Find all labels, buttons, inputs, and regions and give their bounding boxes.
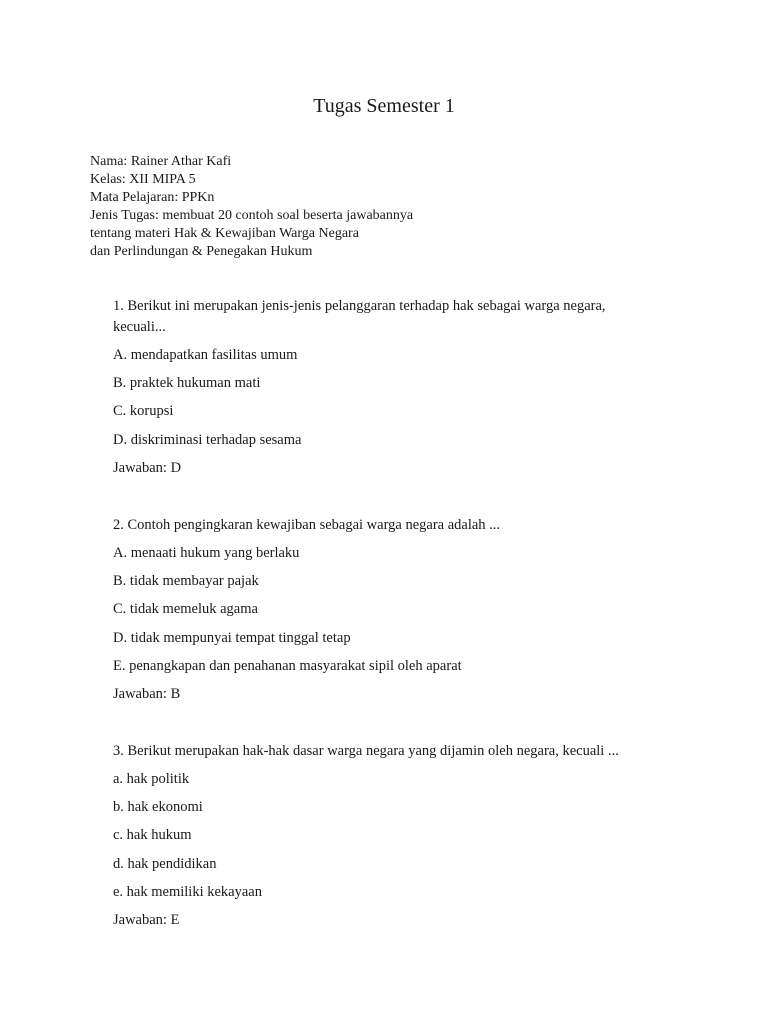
student-info (90, 153, 413, 261)
option-b: B. praktek hukuman mati (113, 375, 261, 392)
question-text: 3. Berikut merupakan hak-hak dasar warga negara yang dijamin oleh negara, kecuali ... (113, 743, 619, 759)
option-a: A. mendapatkan fasilitas umum (113, 347, 298, 363)
info-jenis-tugas-line-3: dan Perlindungan & Penegakan Hukum (90, 244, 313, 259)
option-b: B. tidak membayar pajak (113, 573, 259, 590)
question-text: 2. Contoh pengingkaran kewajiban sebagai warga negara adalah ... (113, 517, 501, 533)
option-c: C. korupsi (113, 403, 174, 420)
info-kelas: Kelas: XII MIPA 5 (90, 172, 196, 187)
option-d: D. diskriminasi terhadap sesama (113, 431, 302, 448)
option-a: a. hak politik (113, 771, 190, 787)
answer: Jawaban: B (113, 685, 181, 702)
answer: Jawaban: E (113, 911, 180, 928)
option-d: D. tidak mempunyai tempat tinggal tetap (113, 629, 351, 646)
info-jenis-tugas-line-2: tentang materi Hak & Kewajiban Warga Negara (90, 226, 359, 241)
document-title: Tugas Semester 1 (313, 95, 455, 117)
info-mata-pelajaran: Mata Pelajaran: PPKn (90, 190, 215, 205)
option-e: e. hak memiliki kekayaan (113, 883, 262, 900)
question-1 (113, 296, 653, 486)
question-2 (113, 515, 653, 712)
answer: Jawaban: D (113, 459, 182, 476)
option-c: c. hak hukum (113, 827, 192, 844)
option-e: E. penangkapan dan penahanan masyarakat sipil oleh aparat (113, 657, 462, 674)
option-c: C. tidak memeluk agama (113, 601, 258, 618)
option-d: d. hak pendidikan (113, 855, 217, 872)
option-a: A. menaati hukum yang berlaku (113, 545, 300, 561)
question-3 (113, 741, 653, 938)
info-nama: Nama: Rainer Athar Kafi (90, 154, 232, 169)
option-b: b. hak ekonomi (113, 799, 203, 816)
info-jenis-tugas: Jenis Tugas: membuat 20 contoh soal beserta jawabannya (90, 208, 414, 223)
question-text: 1. Berikut ini merupakan jenis-jenis pelanggaran terhadap hak sebagai warga negara, kecuali... (113, 298, 606, 335)
